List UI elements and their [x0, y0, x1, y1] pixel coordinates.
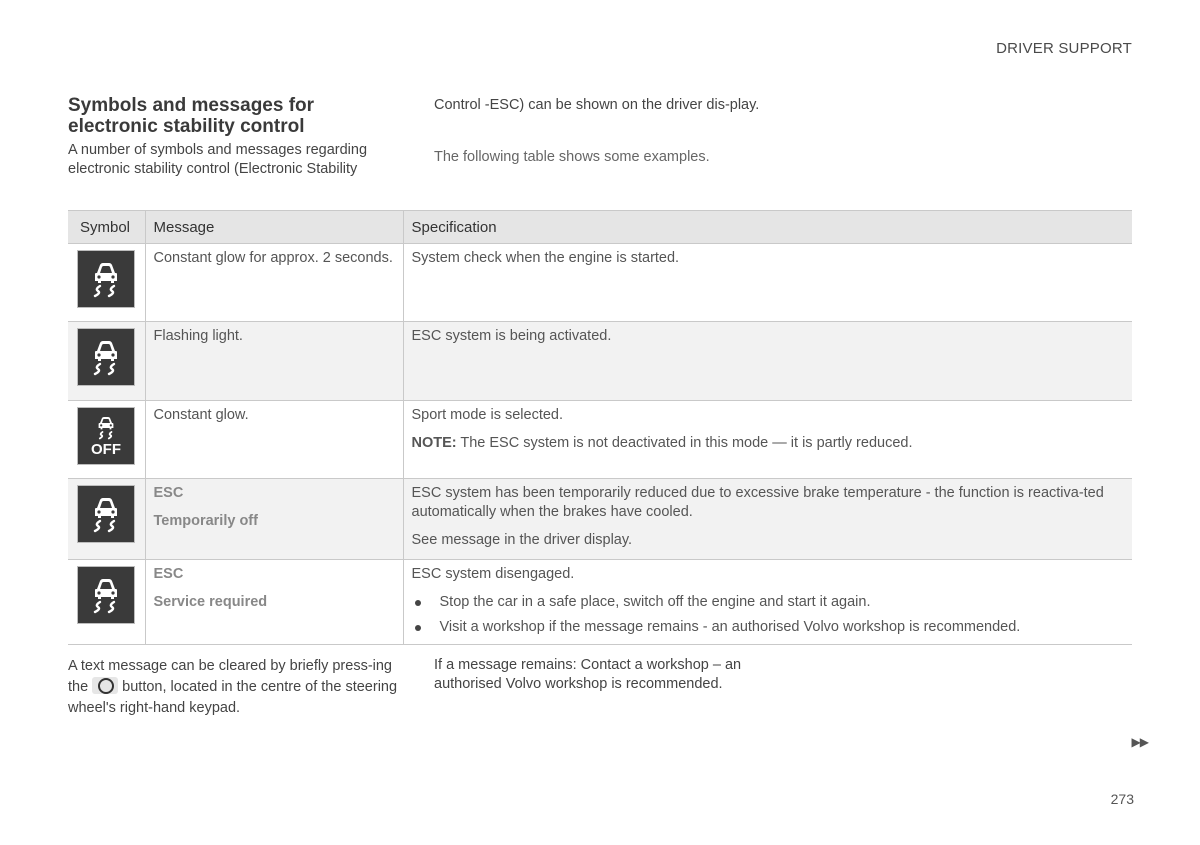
- table-row: [68, 479, 1132, 560]
- table-row: [68, 322, 1132, 401]
- note-text: The ESC system is not deactivated in this mode — it is partly reduced.: [456, 435, 913, 451]
- list-item: Visit a workshop if the message remains - an authorised Volvo workshop is recommended.: [412, 618, 1125, 637]
- message-subtitle: Temporarily off: [153, 513, 258, 529]
- specification-cell: [403, 401, 1132, 479]
- footer-text-left: [68, 656, 398, 719]
- specification-cell: ESC system is being activated.: [403, 322, 1132, 401]
- table-row: [68, 244, 1132, 322]
- message-cell: Constant glow for approx. 2 seconds.: [145, 244, 403, 322]
- specification-text: ESC system has been temporarily reduced due to excessive brake temperature - the function is reactiva-ted automatically when the brakes have cooled.: [411, 485, 1104, 520]
- message-cell: [145, 479, 403, 560]
- steering-wheel-button-icon: [92, 677, 118, 694]
- symbol-cell: [68, 560, 145, 645]
- specification-text: Sport mode is selected.: [411, 407, 564, 423]
- header-message: Message: [145, 211, 403, 244]
- table-row: [68, 560, 1132, 645]
- intro-text-left: A number of symbols and messages regarding electronic stability control (Electronic Stability: [68, 142, 368, 177]
- note: [412, 434, 1125, 453]
- esc-car-skid-icon: [77, 566, 135, 624]
- header-symbol: Symbol: [68, 211, 145, 244]
- footer-text-left-start: A text message can be cleared by briefly press-ing the: [68, 658, 392, 695]
- header-specification: Specification: [403, 211, 1132, 244]
- intro-table-lead: The following table shows some examples.: [434, 149, 710, 165]
- symbol-cell: [68, 401, 145, 479]
- esc-off-icon: [77, 407, 135, 465]
- table-row: [68, 401, 1132, 479]
- message-cell: [145, 560, 403, 645]
- specification-text-2: See message in the driver display.: [411, 532, 633, 548]
- section-label: DRIVER SUPPORT: [996, 40, 1132, 57]
- intro-text-right: Control -ESC) can be shown on the driver dis-play.: [434, 97, 760, 113]
- message-cell: Constant glow.: [145, 401, 403, 479]
- esc-car-skid-icon: [77, 328, 135, 386]
- esc-car-skid-icon: [77, 250, 135, 308]
- message-cell: Flashing light.: [145, 322, 403, 401]
- continued-arrows-icon: ▶▶: [1131, 735, 1148, 749]
- page-number: 273: [1110, 791, 1134, 807]
- specification-text: ESC system disengaged.: [411, 566, 575, 582]
- esc-car-skid-icon: [77, 485, 135, 543]
- footer-text-right: If a message remains: Contact a workshop – an authorised Volvo workshop is recommended.: [434, 657, 742, 692]
- specification-cell: [403, 479, 1132, 560]
- esc-off-icon-label: OFF: [91, 441, 121, 458]
- symbol-cell: [68, 244, 145, 322]
- instruction-list: [412, 593, 1125, 637]
- symbol-cell: [68, 322, 145, 401]
- message-title: ESC: [153, 485, 184, 501]
- table-header-row: [68, 211, 1132, 244]
- esc-symbols-table: [68, 210, 1132, 645]
- footer-text-left-end: button, located in the centre of the steering wheel's right-hand keypad.: [68, 679, 398, 716]
- message-subtitle: Service required: [153, 594, 268, 610]
- list-item: Stop the car in a safe place, switch off the engine and start it again.: [412, 593, 1125, 612]
- note-label: NOTE:: [411, 435, 457, 451]
- specification-cell: System check when the engine is started.: [403, 244, 1132, 322]
- specification-cell: [403, 560, 1132, 645]
- page-title: Symbols and messages for electronic stability control: [68, 95, 315, 137]
- symbol-cell: [68, 479, 145, 560]
- message-title: ESC: [153, 566, 184, 582]
